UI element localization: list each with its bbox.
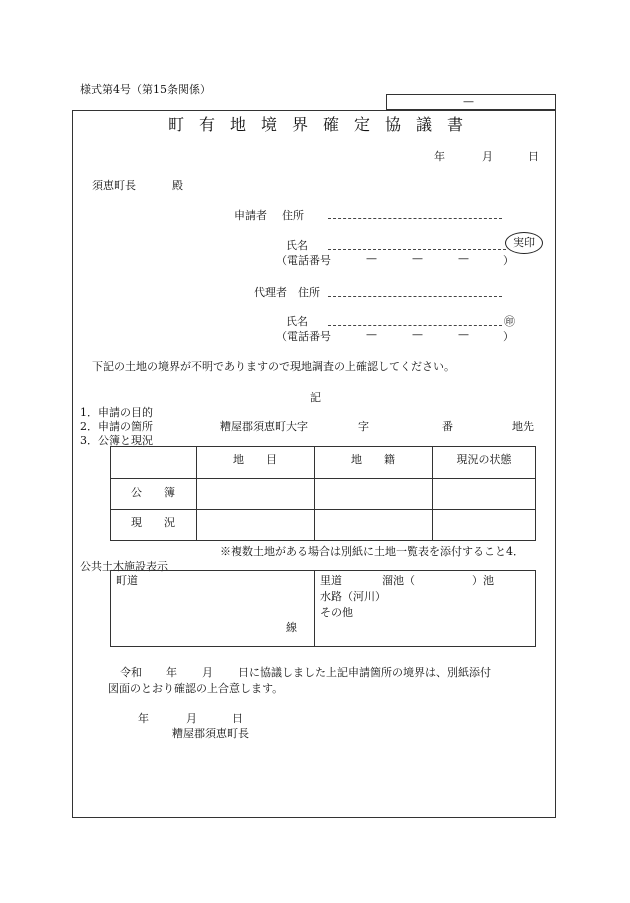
applicant-name-label: 氏名 [286,239,308,252]
addressee-name: 須恵町長 [92,179,136,192]
applicant-phone-dash: — [412,252,423,265]
document-number-box [386,94,556,110]
closing-signer: 糟屋郡須恵町長 [172,727,249,740]
applicant-name-field[interactable] [328,249,506,250]
applicant-phone-dash: — [458,252,469,265]
applicant-address-field[interactable] [328,218,502,219]
location-part: 糟屋郡須恵町大字 [220,420,308,433]
addressee-honorific: 殿 [172,179,183,192]
agreement-month: 月 [202,666,213,679]
applicant-phone-dash: — [366,252,377,265]
seal-mark: ㊞ [504,315,515,328]
number-placeholder: — [463,95,474,108]
facility-option: 水路（河川） [320,590,386,603]
agent-phone-dash: — [366,328,377,341]
closing-month: 月 [186,712,197,725]
facility-option: ）池 [472,574,494,587]
facility-line-label: 線 [286,621,297,634]
location-part: 番 [442,420,453,433]
date-day: 日 [528,150,539,163]
item-purpose: 1．申請の目的 [80,406,153,419]
request-text: 下記の土地の境界が不明でありますので現地調査の上確認してください。 [92,360,455,373]
table-header: 地 目 [233,453,277,466]
item-registry: 3．公簿と現況 [80,434,153,447]
facility-option: その他 [320,606,353,619]
agreement-text-2: 図面のとおり確認の上合意します。 [108,682,284,695]
agent-address-field[interactable] [328,296,502,297]
facility-road-label: 町道 [116,574,138,587]
applicant-phone-label: （電話番号 [276,254,331,267]
agent-phone-close: ） [503,330,514,343]
table-divider [110,509,536,510]
agreement-year: 年 [166,666,177,679]
table-header: 現況の状態 [456,453,512,466]
facility-label: 公共土木施設表示 [80,560,168,573]
table-row-label: 公 簿 [131,486,175,499]
registered-seal-mark: 実印 [505,232,543,254]
agent-name-field[interactable] [328,325,502,326]
applicant-phone-close: ） [503,254,514,267]
note-text: ※複数土地がある場合は別紙に土地一覧表を添付すること4． [220,545,524,558]
item-location: 2．申請の箇所 [80,420,153,433]
table-divider [110,478,536,479]
applicant-address-label: 住所 [282,209,304,222]
agent-phone-label: （電話番号 [276,330,331,343]
closing-day: 日 [232,712,243,725]
facility-option: 溜池（ [382,574,415,587]
date-month: 月 [482,150,493,163]
agreement-text: 日に協議しました上記申請箇所の境界は、別紙添付 [238,666,491,679]
facility-divider [314,570,315,647]
agent-label: 代理者 [254,286,287,299]
closing-year: 年 [138,712,149,725]
applicant-label: 申請者 [234,209,267,222]
agreement-era: 令和 [120,666,142,679]
agent-phone-dash: — [458,328,469,341]
ki-heading: 記 [310,391,321,404]
table-row-label: 現 況 [131,516,175,529]
page-title: 町有地境界確定協議書 [168,115,479,134]
location-part: 地先 [512,420,534,433]
location-part: 字 [358,420,369,433]
facility-option: 里道 [320,574,342,587]
form-number: 様式第4号（第15条関係） [80,83,211,96]
agent-name-label: 氏名 [286,315,308,328]
date-year: 年 [434,150,445,163]
table-header: 地 籍 [351,453,395,466]
agent-address-label: 住所 [298,286,320,299]
agent-phone-dash: — [412,328,423,341]
